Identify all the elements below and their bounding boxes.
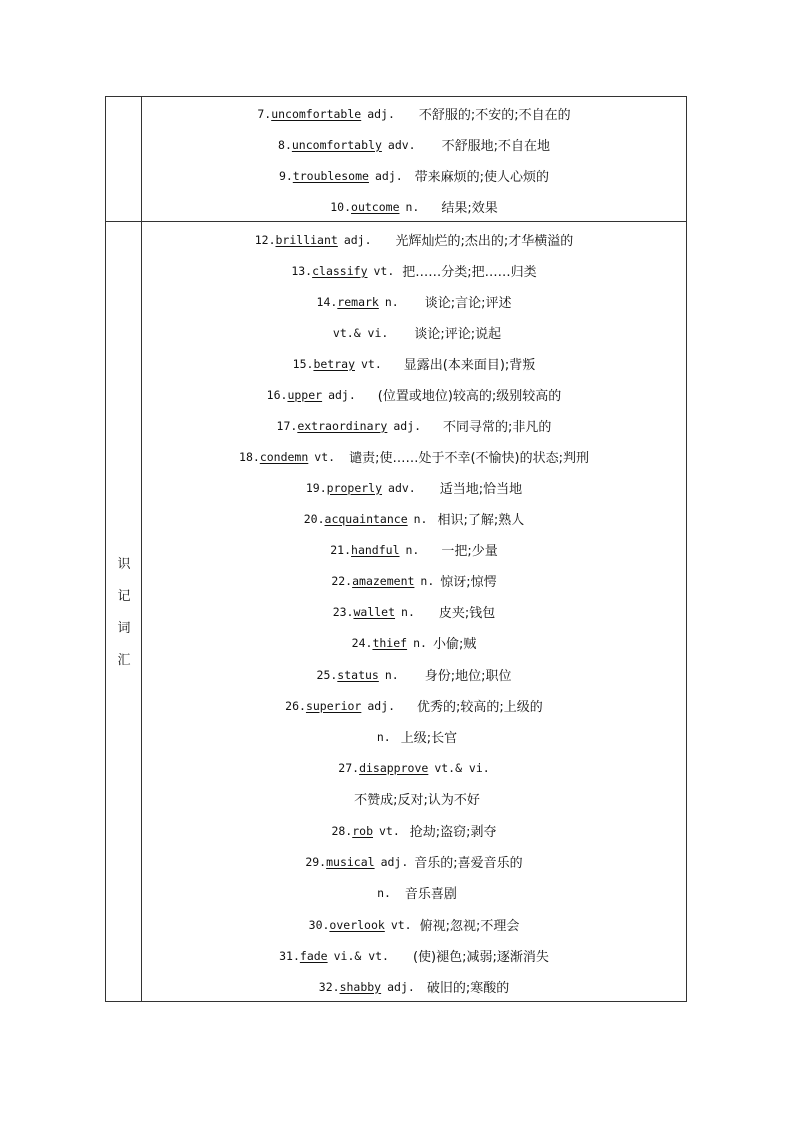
item-number: 28. (331, 823, 353, 838)
item-word: properly (326, 480, 383, 495)
item-word: shabby (339, 979, 382, 994)
item-number: 17. (276, 418, 298, 433)
vocab-row (142, 317, 686, 348)
vocab-row (142, 503, 686, 534)
item-pos: adv. (388, 480, 416, 495)
item-number: 9. (278, 168, 293, 183)
item-number: 7. (257, 106, 272, 121)
item-pos: n. (384, 294, 399, 309)
item-pos: vt.& vi. (434, 760, 490, 775)
vocab-row (142, 627, 686, 658)
item-number: 10. (330, 199, 352, 214)
vocab-row (142, 98, 686, 129)
item-number: 21. (330, 542, 352, 557)
item-pos: adj. (367, 698, 396, 713)
item-word: disapprove (359, 760, 429, 775)
item-pos: n. (413, 511, 428, 526)
section-label (106, 549, 142, 677)
item-number: 26. (285, 698, 306, 713)
item-number: 18. (239, 449, 260, 464)
item-pos: adj. (343, 232, 372, 247)
item-word: musical (326, 854, 375, 869)
item-number: 19. (305, 480, 327, 495)
item-pos: adj. (328, 387, 356, 402)
vocab-row (142, 815, 686, 846)
item-word: rob (352, 823, 373, 838)
item-pos: vt. (361, 356, 382, 371)
item-meaning: (位置或地位)较高的;级别较高的 (377, 389, 562, 404)
item-pos: adj. (393, 418, 422, 433)
item-pos: n. (377, 885, 391, 900)
vocab-row (142, 971, 686, 1002)
vocab-row (142, 191, 686, 222)
item-meaning: 光辉灿烂的;杰出的;才华横溢的 (395, 234, 574, 249)
vocab-row (142, 721, 686, 752)
item-pos: adj. (374, 168, 403, 183)
item-pos: vt. (379, 823, 400, 838)
item-pos: vt. (373, 263, 395, 278)
item-word: uncomfortably (291, 137, 382, 152)
item-meaning: 把……分类;把……归类 (402, 265, 537, 280)
item-number: 23. (332, 604, 354, 619)
item-meaning: 优秀的;较高的;上级的 (417, 700, 543, 715)
item-meaning: 相识;了解;熟人 (437, 513, 525, 528)
item-word: betray (313, 356, 355, 371)
item-number: 32. (318, 979, 340, 994)
vocab-row (142, 565, 686, 596)
item-word: condemn (259, 449, 309, 464)
item-number: 8. (278, 137, 292, 152)
item-meaning: 抢劫;盗窃;剥夺 (409, 825, 497, 840)
vocab-row (142, 783, 686, 814)
vocab-row (142, 909, 686, 940)
item-word: remark (337, 294, 379, 309)
vocab-row (142, 596, 686, 627)
item-number: 12. (254, 232, 276, 247)
item-number: 15. (292, 356, 314, 371)
item-meaning: 结果;效果 (441, 201, 498, 216)
item-number: 22. (331, 573, 353, 588)
item-meaning: 谈论;言论;评述 (424, 296, 512, 311)
item-word: thief (372, 635, 408, 650)
item-word: overlook (329, 917, 385, 932)
item-pos: n. (405, 542, 420, 557)
item-meaning: 不同寻常的;非凡的 (443, 420, 552, 435)
item-pos: n. (401, 604, 415, 619)
section-label-char: 识 (117, 557, 131, 572)
item-meaning: (使)褪色;减弱;逐渐消失 (412, 950, 549, 965)
item-word: fade (299, 948, 328, 963)
item-word: outcome (351, 199, 400, 214)
vocab-row (142, 160, 686, 191)
item-pos: vt. (314, 449, 336, 464)
item-number: 27. (338, 760, 360, 775)
item-meaning: 破旧的;寒酸的 (426, 981, 510, 996)
item-meaning: 皮夹;钱包 (438, 606, 496, 621)
item-meaning: 不赞成;反对;认为不好 (354, 793, 480, 808)
vocab-row (142, 534, 686, 565)
item-pos: adj. (387, 979, 415, 994)
item-pos: n. (384, 667, 399, 682)
item-number: 14. (316, 294, 338, 309)
item-meaning: 惊讶;惊愕 (440, 575, 497, 590)
item-meaning: 带来麻烦的;使人心烦的 (414, 170, 550, 185)
vocab-row (142, 224, 686, 255)
item-number: 31. (279, 948, 300, 963)
vocabulary-table (105, 96, 687, 1002)
item-meaning: 音乐喜剧 (404, 887, 457, 902)
item-pos: n. (405, 199, 420, 214)
item-number: 25. (316, 667, 338, 682)
item-meaning: 显露出(本来面目);背叛 (403, 358, 536, 373)
item-meaning: 适当地;恰当地 (439, 482, 523, 497)
vocab-row (142, 410, 686, 441)
item-word: handful (351, 542, 400, 557)
vocab-row (142, 472, 686, 503)
item-meaning: 不舒服的;不安的;不自在的 (418, 108, 571, 123)
item-pos: adj. (380, 854, 409, 869)
vocab-row (142, 441, 686, 472)
item-pos: n. (376, 729, 391, 744)
item-pos: vt. (390, 917, 412, 932)
item-meaning: 上级;长官 (400, 731, 458, 746)
vocab-row (142, 129, 686, 160)
item-word: upper (287, 387, 323, 402)
item-pos: vi.& vt. (333, 948, 389, 963)
section-label-char: 汇 (117, 653, 131, 668)
item-meaning: 不舒服地;不自在地 (441, 139, 550, 154)
item-word: acquaintance (324, 511, 408, 526)
vocab-row (142, 846, 686, 877)
item-number: 30. (308, 917, 330, 932)
vocab-row (142, 286, 686, 317)
vocab-row (142, 752, 686, 783)
item-meaning: 谈论;评论;说起 (414, 327, 502, 342)
item-word: extraordinary (297, 418, 388, 433)
item-word: uncomfortable (271, 106, 362, 121)
item-number: 20. (303, 511, 325, 526)
item-word: status (337, 667, 379, 682)
item-word: wallet (353, 604, 396, 619)
vocab-row (142, 348, 686, 379)
item-pos: n. (420, 573, 435, 588)
item-word: amazement (352, 573, 415, 588)
vocab-row (142, 659, 686, 690)
vocab-row (142, 255, 686, 286)
item-number: 13. (291, 263, 313, 278)
item-number: 29. (305, 854, 327, 869)
vocab-row (142, 940, 686, 971)
vocab-row (142, 379, 686, 410)
item-word: classify (312, 263, 368, 278)
item-pos: adj. (367, 106, 395, 121)
vocab-row (142, 877, 686, 908)
item-meaning: 俯视;忽视;不理会 (419, 919, 520, 934)
item-word: troublesome (292, 168, 369, 183)
section-label-char: 词 (117, 621, 131, 636)
item-pos: n. (413, 635, 427, 650)
item-meaning: 身份;地位;职位 (424, 669, 512, 684)
item-meaning: 小偷;贼 (432, 637, 477, 652)
item-pos: adv. (387, 137, 416, 152)
item-number: 16. (266, 387, 288, 402)
item-meaning: 音乐的;喜爱音乐的 (414, 856, 523, 871)
item-number: 24. (351, 635, 373, 650)
item-meaning: 一把;少量 (441, 544, 498, 559)
item-word: superior (305, 698, 362, 713)
section-label-char: 记 (117, 589, 131, 604)
item-meaning: 谴责;使……处于不幸(不愉快)的状态;判刑 (349, 451, 589, 466)
item-pos: vt.& vi. (332, 325, 389, 340)
vocab-row (142, 690, 686, 721)
item-word: brilliant (275, 232, 338, 247)
